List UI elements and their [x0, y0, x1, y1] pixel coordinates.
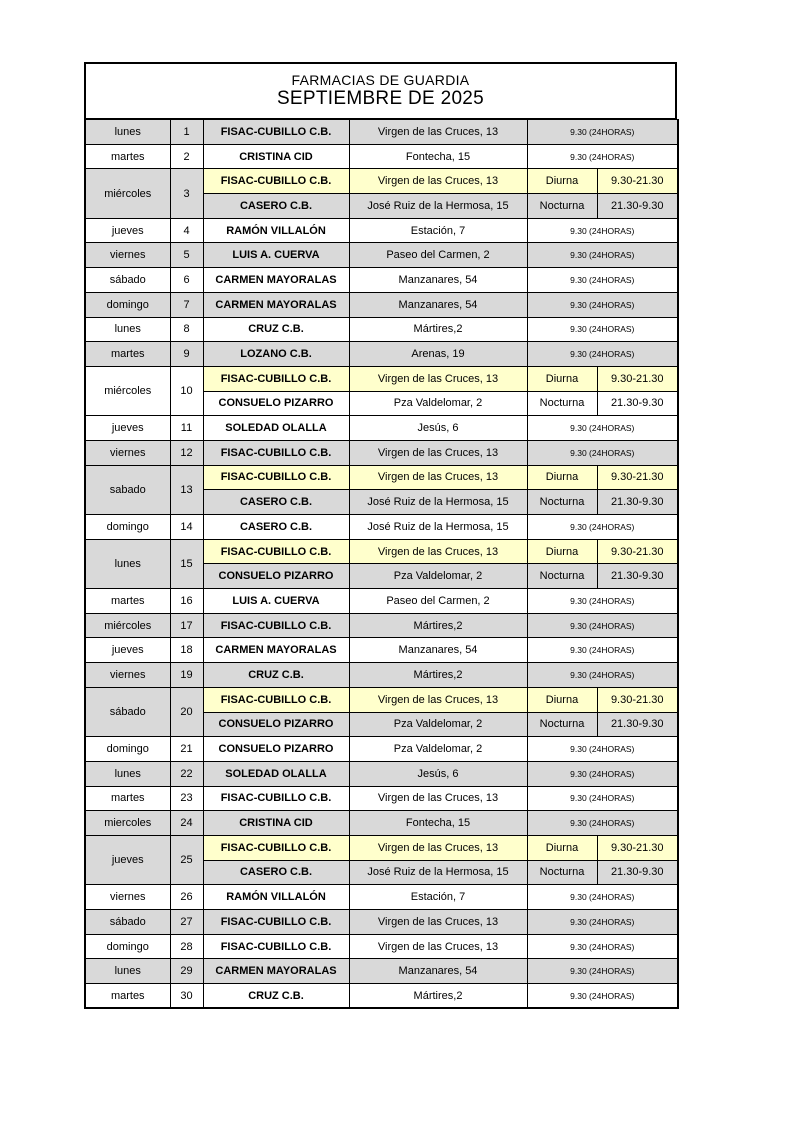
- address-cell: Virgen de las Cruces, 13: [349, 539, 527, 564]
- day-number-cell: 21: [170, 737, 203, 762]
- day-number-cell: 22: [170, 761, 203, 786]
- hours-cell: 21.30-9.30: [597, 712, 678, 737]
- pharmacy-name-cell: FISAC-CUBILLO C.B.: [203, 366, 349, 391]
- pharmacy-name-cell: CONSUELO PIZARRO: [203, 564, 349, 589]
- pharmacy-name-cell: CRUZ C.B.: [203, 317, 349, 342]
- table-row: [85, 169, 678, 194]
- day-number-cell: 27: [170, 910, 203, 935]
- pharmacy-name-cell: SOLEDAD OLALLA: [203, 416, 349, 441]
- table-row: [85, 120, 678, 145]
- hours-cell: 9.30 (24HORAS): [527, 811, 678, 836]
- pharmacy-name-cell: FISAC-CUBILLO C.B.: [203, 539, 349, 564]
- hours-cell: 9.30 (24HORAS): [527, 440, 678, 465]
- day-number-cell: 19: [170, 663, 203, 688]
- table-row: [85, 366, 678, 391]
- day-name-cell: miércoles: [85, 169, 170, 218]
- hours-cell: 21.30-9.30: [597, 490, 678, 515]
- hours-cell: 21.30-9.30: [597, 860, 678, 885]
- address-cell: Virgen de las Cruces, 13: [349, 934, 527, 959]
- day-number-cell: 3: [170, 169, 203, 218]
- address-cell: Paseo del Carmen, 2: [349, 589, 527, 614]
- address-cell: Mártires,2: [349, 317, 527, 342]
- pharmacy-name-cell: FISAC-CUBILLO C.B.: [203, 613, 349, 638]
- day-number-cell: 15: [170, 539, 203, 588]
- pharmacy-name-cell: CRUZ C.B.: [203, 984, 349, 1009]
- address-cell: José Ruiz de la Hermosa, 15: [349, 194, 527, 219]
- pharmacy-name-cell: CARMEN MAYORALAS: [203, 638, 349, 663]
- table-row: [85, 687, 678, 712]
- day-number-cell: 25: [170, 835, 203, 884]
- pharmacy-name-cell: FISAC-CUBILLO C.B.: [203, 687, 349, 712]
- day-name-cell: jueves: [85, 218, 170, 243]
- pharmacy-name-cell: FISAC-CUBILLO C.B.: [203, 120, 349, 145]
- table-row: [85, 465, 678, 490]
- hours-cell: 9.30 (24HORAS): [527, 613, 678, 638]
- day-name-cell: martes: [85, 144, 170, 169]
- table-row: [85, 934, 678, 959]
- hours-cell: 9.30 (24HORAS): [527, 144, 678, 169]
- pharmacy-name-cell: CASERO C.B.: [203, 490, 349, 515]
- hours-cell: 9.30 (24HORAS): [527, 515, 678, 540]
- day-number-cell: 23: [170, 786, 203, 811]
- hours-cell: 21.30-9.30: [597, 391, 678, 416]
- shift-cell: Nocturna: [527, 712, 597, 737]
- table-row: [85, 218, 678, 243]
- day-name-cell: domingo: [85, 515, 170, 540]
- day-number-cell: 7: [170, 292, 203, 317]
- hours-cell: 9.30-21.30: [597, 687, 678, 712]
- day-number-cell: 13: [170, 465, 203, 514]
- day-name-cell: lunes: [85, 120, 170, 145]
- hours-cell: 9.30 (24HORAS): [527, 589, 678, 614]
- table-row: [85, 959, 678, 984]
- pharmacy-name-cell: CARMEN MAYORALAS: [203, 268, 349, 293]
- day-number-cell: 17: [170, 613, 203, 638]
- address-cell: Virgen de las Cruces, 13: [349, 786, 527, 811]
- pharmacy-name-cell: FISAC-CUBILLO C.B.: [203, 465, 349, 490]
- shift-cell: Diurna: [527, 687, 597, 712]
- address-cell: José Ruiz de la Hermosa, 15: [349, 860, 527, 885]
- day-number-cell: 18: [170, 638, 203, 663]
- table-row: [85, 737, 678, 762]
- day-name-cell: martes: [85, 342, 170, 367]
- hours-cell: 9.30 (24HORAS): [527, 761, 678, 786]
- day-number-cell: 11: [170, 416, 203, 441]
- pharmacy-name-cell: CASERO C.B.: [203, 860, 349, 885]
- day-name-cell: viernes: [85, 243, 170, 268]
- day-number-cell: 20: [170, 687, 203, 736]
- table-row: [85, 317, 678, 342]
- day-name-cell: lunes: [85, 539, 170, 588]
- hours-cell: 9.30 (24HORAS): [527, 120, 678, 145]
- shift-cell: Nocturna: [527, 490, 597, 515]
- table-row: [85, 638, 678, 663]
- address-cell: Mártires,2: [349, 984, 527, 1009]
- day-name-cell: sabado: [85, 465, 170, 514]
- shift-cell: Diurna: [527, 835, 597, 860]
- day-name-cell: domingo: [85, 292, 170, 317]
- pharmacy-name-cell: LOZANO C.B.: [203, 342, 349, 367]
- table-row: [85, 663, 678, 688]
- table-row: [85, 539, 678, 564]
- pharmacy-name-cell: LUIS A. CUERVA: [203, 589, 349, 614]
- hours-cell: 21.30-9.30: [597, 194, 678, 219]
- hours-cell: 9.30-21.30: [597, 169, 678, 194]
- day-number-cell: 26: [170, 885, 203, 910]
- pharmacy-name-cell: FISAC-CUBILLO C.B.: [203, 440, 349, 465]
- day-name-cell: miércoles: [85, 613, 170, 638]
- pharmacy-name-cell: CASERO C.B.: [203, 194, 349, 219]
- hours-cell: 9.30 (24HORAS): [527, 317, 678, 342]
- hours-cell: 9.30 (24HORAS): [527, 663, 678, 688]
- address-cell: José Ruiz de la Hermosa, 15: [349, 515, 527, 540]
- day-number-cell: 6: [170, 268, 203, 293]
- day-number-cell: 24: [170, 811, 203, 836]
- hours-cell: 9.30-21.30: [597, 835, 678, 860]
- pharmacy-name-cell: FISAC-CUBILLO C.B.: [203, 910, 349, 935]
- day-name-cell: jueves: [85, 835, 170, 884]
- table-row: [85, 342, 678, 367]
- hours-cell: 9.30 (24HORAS): [527, 638, 678, 663]
- shift-cell: Diurna: [527, 169, 597, 194]
- table-row: [85, 589, 678, 614]
- day-name-cell: jueves: [85, 416, 170, 441]
- day-name-cell: sábado: [85, 268, 170, 293]
- pharmacy-name-cell: CARMEN MAYORALAS: [203, 959, 349, 984]
- hours-cell: 9.30 (24HORAS): [527, 243, 678, 268]
- sheet-header: [84, 62, 677, 119]
- table-row: [85, 243, 678, 268]
- address-cell: Fontecha, 15: [349, 144, 527, 169]
- address-cell: Virgen de las Cruces, 13: [349, 465, 527, 490]
- day-number-cell: 5: [170, 243, 203, 268]
- hours-cell: 9.30-21.30: [597, 366, 678, 391]
- shift-cell: Nocturna: [527, 194, 597, 219]
- day-name-cell: domingo: [85, 934, 170, 959]
- sheet-subtitle: SEPTIEMBRE DE 2025: [276, 88, 485, 109]
- pharmacy-name-cell: CONSUELO PIZARRO: [203, 712, 349, 737]
- pharmacy-name-cell: CASERO C.B.: [203, 515, 349, 540]
- day-number-cell: 28: [170, 934, 203, 959]
- address-cell: Manzanares, 54: [349, 638, 527, 663]
- address-cell: Jesús, 6: [349, 416, 527, 441]
- table-row: [85, 786, 678, 811]
- shift-cell: Diurna: [527, 366, 597, 391]
- table-row: [85, 613, 678, 638]
- address-cell: Estación, 7: [349, 218, 527, 243]
- table-row: [85, 761, 678, 786]
- pharmacy-name-cell: CRISTINA CID: [203, 811, 349, 836]
- pharmacy-name-cell: CARMEN MAYORALAS: [203, 292, 349, 317]
- table-row: [85, 515, 678, 540]
- pharmacy-name-cell: RAMÓN VILLALÓN: [203, 218, 349, 243]
- schedule-table: [84, 119, 679, 1009]
- day-number-cell: 14: [170, 515, 203, 540]
- day-name-cell: viernes: [85, 440, 170, 465]
- address-cell: Mártires,2: [349, 663, 527, 688]
- hours-cell: 9.30 (24HORAS): [527, 218, 678, 243]
- address-cell: Virgen de las Cruces, 13: [349, 120, 527, 145]
- address-cell: Virgen de las Cruces, 13: [349, 910, 527, 935]
- hours-cell: 9.30 (24HORAS): [527, 416, 678, 441]
- address-cell: Manzanares, 54: [349, 292, 527, 317]
- day-name-cell: miercoles: [85, 811, 170, 836]
- day-number-cell: 8: [170, 317, 203, 342]
- address-cell: Pza Valdelomar, 2: [349, 737, 527, 762]
- pharmacy-name-cell: CRISTINA CID: [203, 144, 349, 169]
- shift-cell: Nocturna: [527, 860, 597, 885]
- table-row: [85, 811, 678, 836]
- table-row: [85, 984, 678, 1009]
- day-number-cell: 2: [170, 144, 203, 169]
- day-name-cell: martes: [85, 589, 170, 614]
- address-cell: Paseo del Carmen, 2: [349, 243, 527, 268]
- shift-cell: Nocturna: [527, 391, 597, 416]
- day-name-cell: lunes: [85, 959, 170, 984]
- address-cell: Pza Valdelomar, 2: [349, 391, 527, 416]
- address-cell: Manzanares, 54: [349, 268, 527, 293]
- shift-cell: Diurna: [527, 539, 597, 564]
- address-cell: Pza Valdelomar, 2: [349, 712, 527, 737]
- day-number-cell: 30: [170, 984, 203, 1009]
- address-cell: Virgen de las Cruces, 13: [349, 366, 527, 391]
- address-cell: José Ruiz de la Hermosa, 15: [349, 490, 527, 515]
- day-number-cell: 10: [170, 366, 203, 415]
- address-cell: Manzanares, 54: [349, 959, 527, 984]
- address-cell: Fontecha, 15: [349, 811, 527, 836]
- pharmacy-name-cell: CONSUELO PIZARRO: [203, 391, 349, 416]
- hours-cell: 9.30-21.30: [597, 539, 678, 564]
- day-name-cell: miércoles: [85, 366, 170, 415]
- day-name-cell: lunes: [85, 317, 170, 342]
- table-row: [85, 885, 678, 910]
- table-row: [85, 144, 678, 169]
- table-row: [85, 440, 678, 465]
- day-name-cell: viernes: [85, 663, 170, 688]
- address-cell: Virgen de las Cruces, 13: [349, 169, 527, 194]
- day-number-cell: 9: [170, 342, 203, 367]
- day-name-cell: viernes: [85, 885, 170, 910]
- pharmacy-name-cell: LUIS A. CUERVA: [203, 243, 349, 268]
- hours-cell: 9.30 (24HORAS): [527, 959, 678, 984]
- address-cell: Jesús, 6: [349, 761, 527, 786]
- day-name-cell: domingo: [85, 737, 170, 762]
- day-name-cell: sábado: [85, 687, 170, 736]
- address-cell: Virgen de las Cruces, 13: [349, 835, 527, 860]
- pharmacy-name-cell: CONSUELO PIZARRO: [203, 737, 349, 762]
- pharmacy-name-cell: RAMÓN VILLALÓN: [203, 885, 349, 910]
- address-cell: Virgen de las Cruces, 13: [349, 687, 527, 712]
- day-number-cell: 29: [170, 959, 203, 984]
- table-row: [85, 416, 678, 441]
- shift-cell: Diurna: [527, 465, 597, 490]
- table-row: [85, 835, 678, 860]
- hours-cell: 9.30 (24HORAS): [527, 342, 678, 367]
- pharmacy-name-cell: SOLEDAD OLALLA: [203, 761, 349, 786]
- hours-cell: 9.30 (24HORAS): [527, 292, 678, 317]
- hours-cell: 21.30-9.30: [597, 564, 678, 589]
- address-cell: Virgen de las Cruces, 13: [349, 440, 527, 465]
- hours-cell: 9.30 (24HORAS): [527, 984, 678, 1009]
- day-name-cell: jueves: [85, 638, 170, 663]
- table-row: [85, 268, 678, 293]
- shift-cell: Nocturna: [527, 564, 597, 589]
- day-name-cell: martes: [85, 786, 170, 811]
- table-row: [85, 910, 678, 935]
- hours-cell: 9.30 (24HORAS): [527, 786, 678, 811]
- address-cell: Estación, 7: [349, 885, 527, 910]
- pharmacy-name-cell: FISAC-CUBILLO C.B.: [203, 786, 349, 811]
- hours-cell: 9.30-21.30: [597, 465, 678, 490]
- duty-pharmacy-sheet: [84, 62, 677, 1009]
- pharmacy-name-cell: FISAC-CUBILLO C.B.: [203, 934, 349, 959]
- pharmacy-name-cell: CRUZ C.B.: [203, 663, 349, 688]
- day-number-cell: 16: [170, 589, 203, 614]
- day-number-cell: 4: [170, 218, 203, 243]
- address-cell: Mártires,2: [349, 613, 527, 638]
- day-name-cell: sábado: [85, 910, 170, 935]
- day-name-cell: lunes: [85, 761, 170, 786]
- pharmacy-name-cell: FISAC-CUBILLO C.B.: [203, 169, 349, 194]
- sheet-title: FARMACIAS DE GUARDIA: [291, 72, 470, 88]
- schedule-body: [85, 120, 678, 1009]
- address-cell: Arenas, 19: [349, 342, 527, 367]
- pharmacy-name-cell: FISAC-CUBILLO C.B.: [203, 835, 349, 860]
- table-row: [85, 292, 678, 317]
- hours-cell: 9.30 (24HORAS): [527, 268, 678, 293]
- hours-cell: 9.30 (24HORAS): [527, 910, 678, 935]
- day-number-cell: 1: [170, 120, 203, 145]
- hours-cell: 9.30 (24HORAS): [527, 885, 678, 910]
- day-name-cell: martes: [85, 984, 170, 1009]
- hours-cell: 9.30 (24HORAS): [527, 737, 678, 762]
- day-number-cell: 12: [170, 440, 203, 465]
- address-cell: Pza Valdelomar, 2: [349, 564, 527, 589]
- hours-cell: 9.30 (24HORAS): [527, 934, 678, 959]
